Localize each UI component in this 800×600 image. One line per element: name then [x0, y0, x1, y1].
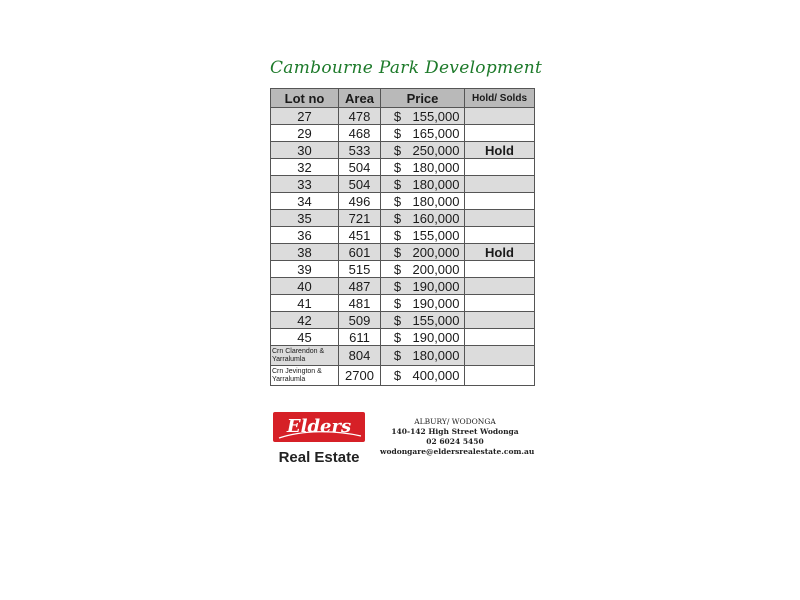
cell-area: 804: [339, 346, 381, 366]
cell-area: 611: [339, 329, 381, 346]
cell-lot-no: 38: [271, 244, 339, 261]
cell-lot-no: Crn Jevington & Yarralumla: [271, 366, 339, 386]
price-amount: 155,000: [412, 227, 460, 243]
cell-hold-status: [465, 366, 535, 386]
currency-symbol: $: [393, 329, 402, 345]
cell-price: [381, 176, 465, 193]
table-row: [271, 227, 535, 244]
table-row: [271, 295, 535, 312]
cell-price: [381, 108, 465, 125]
price-amount: 155,000: [412, 312, 460, 328]
price-amount: 200,000: [412, 244, 460, 260]
cell-lot-no: 42: [271, 312, 339, 329]
elders-logo: [273, 412, 365, 442]
cell-area: 601: [339, 244, 381, 261]
cell-price: [381, 210, 465, 227]
table-row: [271, 210, 535, 227]
currency-symbol: $: [393, 295, 402, 311]
cell-hold-status: [465, 261, 535, 278]
logo-tagline: Real Estate: [278, 449, 360, 466]
cell-lot-no: 29: [271, 125, 339, 142]
cell-lot-no: 39: [271, 261, 339, 278]
cell-price: [381, 278, 465, 295]
header-hold-solds: Hold/ Solds: [465, 89, 535, 108]
currency-symbol: $: [393, 108, 402, 124]
cell-hold-status: [465, 159, 535, 176]
currency-symbol: $: [393, 261, 402, 277]
cell-area: 487: [339, 278, 381, 295]
cell-area: 504: [339, 159, 381, 176]
cell-area: 2700: [339, 366, 381, 386]
cell-hold-status: [465, 108, 535, 125]
contact-address: 140-142 High Street Wodonga: [391, 427, 519, 436]
cell-hold-status: [465, 125, 535, 142]
header-area: Area: [339, 89, 381, 108]
cell-price: [381, 312, 465, 329]
cell-price: [381, 295, 465, 312]
contact-office: ALBURY/ WODONGA: [414, 417, 496, 426]
cell-area: 509: [339, 312, 381, 329]
currency-symbol: $: [393, 193, 402, 209]
cell-area: 533: [339, 142, 381, 159]
cell-price: [381, 261, 465, 278]
cell-price: [381, 227, 465, 244]
cell-lot-no: 41: [271, 295, 339, 312]
price-amount: 180,000: [412, 176, 460, 192]
table-row: [271, 366, 535, 386]
price-amount: 190,000: [412, 295, 460, 311]
logo-brand-text: Elders: [286, 416, 352, 437]
cell-lot-no: 34: [271, 193, 339, 210]
table-row: [271, 312, 535, 329]
cell-area: 721: [339, 210, 381, 227]
cell-hold-status: [465, 227, 535, 244]
contact-phone: 02 6024 5450: [426, 437, 484, 446]
cell-lot-no: 45: [271, 329, 339, 346]
cell-price: [381, 193, 465, 210]
cell-lot-no: 36: [271, 227, 339, 244]
cell-area: 496: [339, 193, 381, 210]
price-amount: 400,000: [412, 368, 460, 383]
price-amount: 180,000: [412, 159, 460, 175]
table-row: [271, 329, 535, 346]
cell-hold-status: [465, 329, 535, 346]
cell-area: 478: [339, 108, 381, 125]
table-row: [271, 261, 535, 278]
table-header-row: [271, 89, 535, 108]
currency-symbol: $: [393, 176, 402, 192]
price-amount: 155,000: [412, 108, 460, 124]
price-amount: 180,000: [412, 348, 460, 363]
cell-hold-status: Hold: [465, 244, 535, 261]
contact-email[interactable]: wodongare@eldersrealestate.com.au: [380, 447, 535, 456]
price-amount: 180,000: [412, 193, 460, 209]
currency-symbol: $: [393, 368, 402, 383]
cell-lot-no: 30: [271, 142, 339, 159]
cell-price: [381, 244, 465, 261]
table-row: [271, 278, 535, 295]
price-amount: 190,000: [412, 329, 460, 345]
cell-area: 468: [339, 125, 381, 142]
currency-symbol: $: [393, 312, 402, 328]
cell-lot-no: Crn Clarendon & Yarralumla: [271, 346, 339, 366]
cell-lot-no: 27: [271, 108, 339, 125]
cell-area: 481: [339, 295, 381, 312]
currency-symbol: $: [393, 278, 402, 294]
price-amount: 250,000: [412, 142, 460, 158]
cell-price: [381, 142, 465, 159]
cell-hold-status: [465, 312, 535, 329]
currency-symbol: $: [393, 348, 402, 363]
lots-table: [270, 88, 535, 386]
cell-price: [381, 125, 465, 142]
currency-symbol: $: [393, 244, 402, 260]
price-amount: 200,000: [412, 261, 460, 277]
cell-hold-status: [465, 295, 535, 312]
table-row: [271, 125, 535, 142]
cell-lot-no: 35: [271, 210, 339, 227]
currency-symbol: $: [393, 142, 402, 158]
price-amount: 190,000: [412, 278, 460, 294]
cell-hold-status: [465, 176, 535, 193]
price-amount: 160,000: [412, 210, 460, 226]
cell-price: [381, 346, 465, 366]
cell-hold-status: [465, 193, 535, 210]
lots-table-body: [271, 108, 535, 386]
cell-price: [381, 366, 465, 386]
cell-hold-status: Hold: [465, 142, 535, 159]
currency-symbol: $: [393, 227, 402, 243]
contact-block: [380, 417, 535, 457]
currency-symbol: $: [393, 210, 402, 226]
cell-area: 504: [339, 176, 381, 193]
cell-hold-status: [465, 346, 535, 366]
table-row: [271, 159, 535, 176]
currency-symbol: $: [393, 125, 402, 141]
header-lot-no: Lot no: [271, 89, 339, 108]
cell-hold-status: [465, 278, 535, 295]
cell-price: [381, 159, 465, 176]
table-row: [271, 244, 535, 261]
header-price: Price: [381, 89, 465, 108]
cell-lot-no: 40: [271, 278, 339, 295]
page-title: Cambourne Park Development: [270, 58, 543, 78]
cell-lot-no: 32: [271, 159, 339, 176]
cell-price: [381, 329, 465, 346]
currency-symbol: $: [393, 159, 402, 175]
table-row: [271, 176, 535, 193]
cell-area: 451: [339, 227, 381, 244]
table-row: [271, 142, 535, 159]
table-row: [271, 346, 535, 366]
cell-area: 515: [339, 261, 381, 278]
price-amount: 165,000: [412, 125, 460, 141]
table-row: [271, 193, 535, 210]
cell-lot-no: 33: [271, 176, 339, 193]
table-row: [271, 108, 535, 125]
cell-hold-status: [465, 210, 535, 227]
